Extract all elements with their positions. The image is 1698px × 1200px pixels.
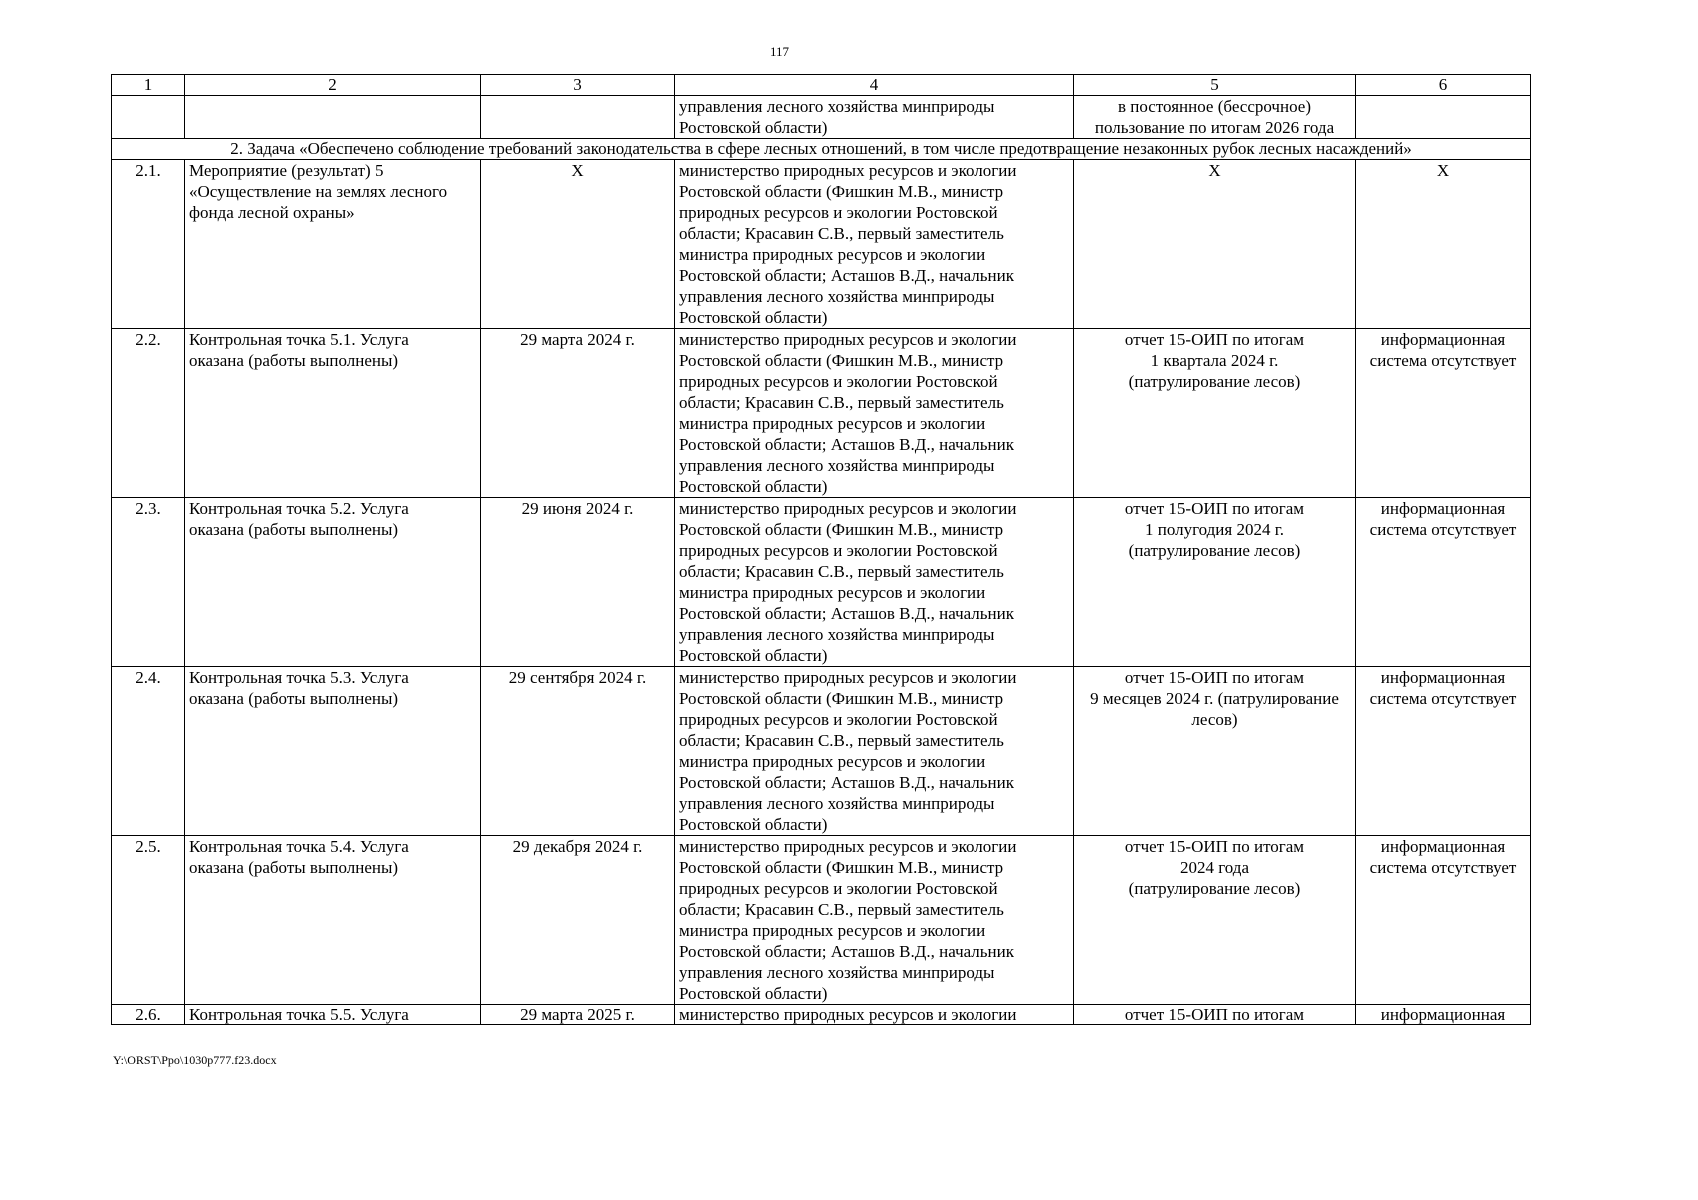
column-number-row: [112, 75, 1531, 96]
plan-table: [111, 74, 1531, 1025]
task-title: 2. Задача «Обеспечено соблюдение требований законодательства в сфере лесных отношений, в том числе предотвращение незаконных рубок лесных насаждений»: [112, 139, 1531, 160]
responsible-cell: министерство природных ресурсов и экологии Ростовской области (Фишкин М.В., министр природных ресурсов и экологии Ростовской области; Красавин С.В., первый заместитель министра природных ресурсов и экологии Ростовской области; Асташов В.Д., начальник управления лесного хозяйства минприроды Ростовской области): [675, 667, 1074, 836]
table-row: [112, 160, 1531, 329]
due-date: 29 марта 2025 г.: [481, 1005, 675, 1025]
table-cell: [185, 96, 481, 139]
header-cell: 3: [481, 75, 675, 96]
row-number: 2.6.: [112, 1005, 185, 1025]
document-cell: отчет 15-ОИП по итогам 1 квартала 2024 г. (патрулирование лесов): [1074, 329, 1356, 498]
header-cell: 6: [1356, 75, 1531, 96]
file-path-footer: Y:\ORST\Ppo\1030p777.f23.docx: [113, 1053, 277, 1067]
row-number: 2.3.: [112, 498, 185, 667]
document-cell: в постоянное (бессрочное) пользование по итогам 2026 года: [1074, 96, 1356, 139]
due-date: 29 декабря 2024 г.: [481, 836, 675, 1005]
due-date: 29 марта 2024 г.: [481, 329, 675, 498]
event-name: Контрольная точка 5.2. Услуга оказана (работы выполнены): [185, 498, 481, 667]
responsible-cell: министерство природных ресурсов и экологии Ростовской области (Фишкин М.В., министр природных ресурсов и экологии Ростовской области; Красавин С.В., первый заместитель министра природных ресурсов и экологии Ростовской области; Асташов В.Д., начальник управления лесного хозяйства минприроды Ростовской области): [675, 160, 1074, 329]
table-row: [112, 667, 1531, 836]
info-system-cell: Х: [1356, 160, 1531, 329]
table-cell: [481, 96, 675, 139]
table-cell: [112, 96, 185, 139]
info-system-cell: информационная система отсутствует: [1356, 836, 1531, 1005]
row-number: 2.1.: [112, 160, 185, 329]
page-number: 117: [769, 44, 790, 59]
info-system-cell: информационная система отсутствует: [1356, 329, 1531, 498]
responsible-cell: министерство природных ресурсов и экологии: [675, 1005, 1074, 1025]
document-cell: отчет 15-ОИП по итогам 1 полугодия 2024 г. (патрулирование лесов): [1074, 498, 1356, 667]
document-cell: Х: [1074, 160, 1356, 329]
responsible-cell: министерство природных ресурсов и экологии Ростовской области (Фишкин М.В., министр природных ресурсов и экологии Ростовской области; Красавин С.В., первый заместитель министра природных ресурсов и экологии Ростовской области; Асташов В.Д., начальник управления лесного хозяйства минприроды Ростовской области): [675, 836, 1074, 1005]
responsible-cell: министерство природных ресурсов и экологии Ростовской области (Фишкин М.В., министр природных ресурсов и экологии Ростовской области; Красавин С.В., первый заместитель министра природных ресурсов и экологии Ростовской области; Асташов В.Д., начальник управления лесного хозяйства минприроды Ростовской области): [675, 329, 1074, 498]
table-row: [112, 498, 1531, 667]
table-row: [112, 329, 1531, 498]
info-system-cell: информационная система отсутствует: [1356, 667, 1531, 836]
info-system-cell: информационная: [1356, 1005, 1531, 1025]
row-number: 2.2.: [112, 329, 185, 498]
document-cell: отчет 15-ОИП по итогам 9 месяцев 2024 г. (патрулирование лесов): [1074, 667, 1356, 836]
continuation-row: [112, 96, 1531, 139]
row-number: 2.4.: [112, 667, 185, 836]
header-cell: 4: [675, 75, 1074, 96]
row-number: 2.5.: [112, 836, 185, 1005]
header-cell: 1: [112, 75, 185, 96]
responsible-cell: министерство природных ресурсов и экологии Ростовской области (Фишкин М.В., министр природных ресурсов и экологии Ростовской области; Красавин С.В., первый заместитель министра природных ресурсов и экологии Ростовской области; Асташов В.Д., начальник управления лесного хозяйства минприроды Ростовской области): [675, 498, 1074, 667]
header-cell: 5: [1074, 75, 1356, 96]
due-date: Х: [481, 160, 675, 329]
document-cell: отчет 15-ОИП по итогам 2024 года (патрулирование лесов): [1074, 836, 1356, 1005]
header-cell: 2: [185, 75, 481, 96]
table-cell: [1356, 96, 1531, 139]
responsible-cell: управления лесного хозяйства минприроды Ростовской области): [675, 96, 1074, 139]
due-date: 29 сентября 2024 г.: [481, 667, 675, 836]
event-name: Контрольная точка 5.1. Услуга оказана (работы выполнены): [185, 329, 481, 498]
table-row: [112, 836, 1531, 1005]
task-row: [112, 139, 1531, 160]
due-date: 29 июня 2024 г.: [481, 498, 675, 667]
event-name: Контрольная точка 5.4. Услуга оказана (работы выполнены): [185, 836, 481, 1005]
event-name: Контрольная точка 5.3. Услуга оказана (работы выполнены): [185, 667, 481, 836]
event-name: Контрольная точка 5.5. Услуга: [185, 1005, 481, 1025]
table-row: [112, 1005, 1531, 1025]
event-name: Мероприятие (результат) 5 «Осуществление на землях лесного фонда лесной охраны»: [185, 160, 481, 329]
document-cell: отчет 15-ОИП по итогам: [1074, 1005, 1356, 1025]
info-system-cell: информационная система отсутствует: [1356, 498, 1531, 667]
